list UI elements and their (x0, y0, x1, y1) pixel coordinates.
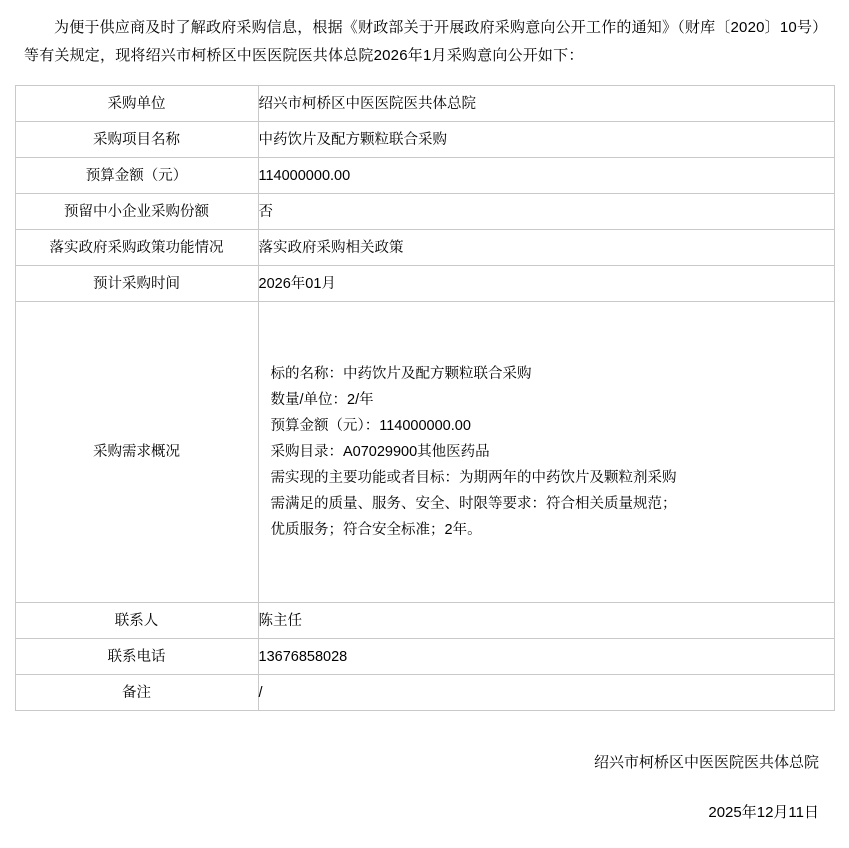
row-label-budget-amount: 预算金额（元） (15, 158, 258, 194)
footer-date: 2025年12月11日 (708, 804, 819, 821)
table-row (15, 266, 834, 302)
table-row (15, 639, 834, 675)
row-value-contact-person: 陈主任 (258, 603, 834, 639)
requirement-line: 优质服务；符合安全标准；2年。 (270, 522, 482, 538)
row-label-sme-reserve: 预留中小企业采购份额 (15, 194, 258, 230)
requirement-line: 预算金额（元）：114000000.00 (270, 418, 471, 434)
requirement-line: 采购目录：A07029900其他医药品 (270, 444, 490, 460)
row-label-requirement-overview: 采购需求概况 (15, 302, 258, 603)
procurement-table (15, 85, 835, 711)
requirement-line: 标的名称：中药饮片及配方颗粒联合采购 (270, 366, 532, 382)
row-value-project-name: 中药饮片及配方颗粒联合采购 (258, 122, 834, 158)
footer-organization: 绍兴市柯桥区中医医院医共体总院 (593, 754, 819, 771)
row-label-contact-person: 联系人 (15, 603, 258, 639)
row-label-policy-function: 落实政府采购政策功能情况 (15, 230, 258, 266)
row-label-project-name: 采购项目名称 (15, 122, 258, 158)
document-page (0, 14, 849, 848)
row-label-expected-time: 预计采购时间 (15, 266, 258, 302)
table-row (15, 230, 834, 266)
intro-paragraph: 为便于供应商及时了解政府采购信息，根据《财政部关于开展政府采购意向公开工作的通知》（财库〔2020〕10号）等有关规定，现将绍兴市柯桥区中医医院医共体总院2026年1月采购意向公开如下： (24, 19, 820, 64)
requirement-line: 需实现的主要功能或者目标：为期两年的中药饮片及颗粒剂采购 (270, 470, 677, 486)
row-value-remarks: / (258, 675, 834, 711)
row-value-budget-amount: 114000000.00 (258, 158, 834, 194)
requirement-line: 数量/单位：2/年 (270, 392, 374, 408)
row-label-remarks: 备注 (15, 675, 258, 711)
row-value-procurement-unit: 绍兴市柯桥区中医医院医共体总院 (258, 86, 834, 122)
row-label-procurement-unit: 采购单位 (15, 86, 258, 122)
table-row (15, 675, 834, 711)
document-footer (14, 747, 835, 829)
table-row (15, 122, 834, 158)
row-value-sme-reserve: 否 (258, 194, 834, 230)
row-value-policy-function: 落实政府采购相关政策 (258, 230, 834, 266)
requirement-line: 需满足的质量、服务、安全、时限等要求：符合相关质量规范； (270, 496, 677, 512)
table-row-requirement (15, 302, 834, 603)
table-row (15, 158, 834, 194)
row-label-contact-phone: 联系电话 (15, 639, 258, 675)
row-value-requirement-overview (258, 302, 834, 603)
row-value-contact-phone: 13676858028 (258, 639, 834, 675)
table-row (15, 86, 834, 122)
requirement-lines (259, 361, 834, 543)
row-value-expected-time: 2026年01月 (258, 266, 834, 302)
table-row (15, 194, 834, 230)
table-row (15, 603, 834, 639)
